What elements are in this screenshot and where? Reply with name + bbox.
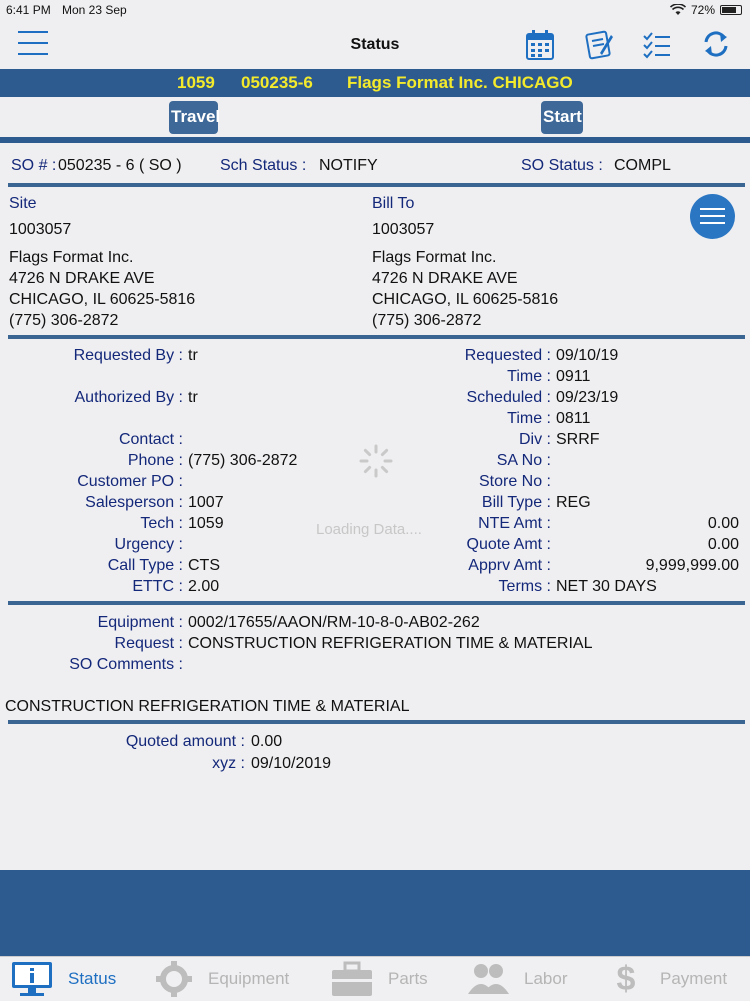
xyz-value: 09/10/2019: [251, 755, 332, 772]
detail-field-value: CTS: [188, 557, 220, 574]
detail-field-value: 09/10/19: [556, 347, 619, 364]
bill-to-id: 1003057: [372, 221, 435, 238]
detail-field-label: Div :: [519, 431, 551, 448]
detail-field-label: Bill Type :: [481, 494, 551, 511]
detail-field-label: Terms :: [498, 578, 551, 595]
detail-field-label: Store No :: [478, 473, 551, 490]
detail-field-value: 0.00: [707, 536, 739, 553]
so-status-value: COMPL: [614, 157, 671, 174]
gear-icon: [154, 960, 194, 998]
detail-field-label: Requested By :: [73, 347, 183, 364]
equipment-label: Equipment :: [97, 614, 183, 631]
date: Mon 23 Sep: [62, 3, 127, 17]
detail-field-value: 0.00: [707, 515, 739, 532]
tab-label-equipment: Equipment: [208, 969, 290, 988]
tab-payment[interactable]: [606, 957, 727, 1001]
detail-field-value: 1059: [188, 515, 224, 532]
clock: 6:41 PM: [6, 3, 51, 17]
sch-status-value: NOTIFY: [319, 157, 378, 174]
site-phone[interactable]: (775) 306-2872: [9, 312, 119, 329]
site-city: CHICAGO, IL 60625-5816: [9, 291, 196, 308]
detail-field-label: Quote Amt :: [466, 536, 551, 553]
detail-field-label: Tech :: [140, 515, 183, 532]
detail-field-value: 9,999,999.00: [645, 557, 739, 574]
loading-spinner-icon: [358, 443, 394, 479]
detail-field-value: NET 30 DAYS: [556, 578, 657, 595]
detail-field-value: tr: [188, 347, 198, 364]
banner-customer: Flags Format Inc. CHICAGO: [347, 73, 573, 92]
detail-field-label: Salesperson :: [85, 494, 183, 511]
floating-menu-button[interactable]: [690, 194, 735, 239]
divider: [8, 183, 745, 187]
battery-icon: [720, 5, 742, 15]
request-label: Request :: [114, 635, 183, 652]
wifi-icon: [670, 4, 686, 16]
tab-label-parts: Parts: [388, 969, 428, 988]
bill-to-heading: Bill To: [372, 195, 415, 212]
divider: [8, 601, 745, 605]
action-button-row: [0, 97, 750, 137]
tab-bar: [0, 956, 750, 1000]
system-status-bar: [0, 0, 750, 22]
quoted-amount-value: 0.00: [251, 733, 283, 750]
banner-so-number: 050235-6: [241, 73, 313, 92]
tab-label-payment: Payment: [660, 969, 728, 988]
notes-edit-icon[interactable]: [584, 27, 614, 61]
tab-labor[interactable]: [466, 957, 567, 1001]
tab-label-status: Status: [68, 969, 117, 988]
footer-band: [0, 870, 750, 956]
tab-parts[interactable]: [330, 957, 428, 1001]
banner-tech: 1059: [177, 73, 215, 92]
detail-field-value: 0811: [556, 410, 591, 427]
detail-field-value: tr: [188, 389, 198, 406]
detail-field-label: Customer PO :: [77, 473, 183, 490]
detail-field-label: Time :: [507, 410, 551, 427]
bill-to-street: 4726 N DRAKE AVE: [372, 270, 518, 287]
dollar-icon: $: [616, 959, 636, 998]
quoted-amount-label: Quoted amount :: [125, 733, 245, 750]
detail-field-value: SRRF: [556, 431, 600, 448]
battery-percent: 72%: [690, 3, 715, 17]
request-value: CONSTRUCTION REFRIGERATION TIME & MATERIAL: [188, 635, 593, 652]
description-text: CONSTRUCTION REFRIGERATION TIME & MATERIAL: [5, 698, 410, 715]
people-icon: [466, 960, 510, 998]
bill-to-city: CHICAGO, IL 60625-5816: [372, 291, 559, 308]
site-id: 1003057: [9, 221, 72, 238]
equipment-value: 0002/17655/AAON/RM-10-8-0-AB02-262: [188, 614, 480, 631]
loading-text: Loading Data....: [316, 521, 422, 538]
so-status-label: SO Status :: [521, 157, 603, 174]
tab-equipment[interactable]: [154, 957, 289, 1001]
detail-field-value: 0911: [556, 368, 591, 385]
divider: [8, 335, 745, 339]
start-button[interactable]: Start: [541, 101, 583, 134]
refresh-icon[interactable]: [702, 30, 730, 58]
so-number-label: SO # :: [11, 157, 57, 174]
detail-field-value: 1007: [188, 494, 224, 511]
so-comments-label: SO Comments :: [69, 656, 183, 673]
detail-field-label: Authorized By :: [74, 389, 183, 406]
detail-field-label: Apprv Amt :: [468, 557, 551, 574]
detail-field-label: Requested :: [464, 347, 551, 364]
sch-status-label: Sch Status :: [220, 157, 307, 174]
work-order-banner: [0, 69, 750, 97]
detail-field-label: Phone :: [127, 452, 183, 469]
status-indicators: [670, 3, 742, 17]
monitor-icon: [10, 960, 54, 998]
xyz-label: xyz :: [212, 755, 245, 772]
detail-field-label: Call Type :: [107, 557, 183, 574]
so-number-value: 050235 - 6 ( SO ): [58, 157, 182, 174]
detail-field-label: ETTC :: [132, 578, 183, 595]
detail-field-label: Urgency :: [114, 536, 183, 553]
site-street: 4726 N DRAKE AVE: [9, 270, 155, 287]
tab-status[interactable]: [10, 957, 116, 1001]
checklist-icon[interactable]: [642, 30, 672, 60]
tab-label-labor: Labor: [524, 969, 568, 988]
bill-to-name: Flags Format Inc.: [372, 249, 497, 266]
detail-field-label: SA No :: [496, 452, 551, 469]
calendar-icon[interactable]: [525, 29, 555, 61]
detail-field-label: Contact :: [118, 431, 183, 448]
divider: [8, 720, 745, 724]
detail-field-label: Time :: [507, 368, 551, 385]
detail-field-label: NTE Amt :: [478, 515, 551, 532]
detail-field-value: (775) 306-2872: [188, 452, 298, 469]
page-title: Status: [350, 36, 400, 53]
bill-to-phone[interactable]: (775) 306-2872: [372, 312, 482, 329]
detail-field-value: REG: [556, 494, 591, 511]
toolbox-icon: [330, 960, 374, 998]
site-heading: Site: [9, 195, 37, 212]
detail-field-value: 2.00: [188, 578, 220, 595]
divider: [0, 137, 750, 143]
travel-button[interactable]: Travel: [169, 101, 218, 134]
navigation-bar: [0, 22, 750, 68]
detail-field-label: Scheduled :: [466, 389, 551, 406]
detail-field-value: 09/23/19: [556, 389, 619, 406]
site-name: Flags Format Inc.: [9, 249, 134, 266]
